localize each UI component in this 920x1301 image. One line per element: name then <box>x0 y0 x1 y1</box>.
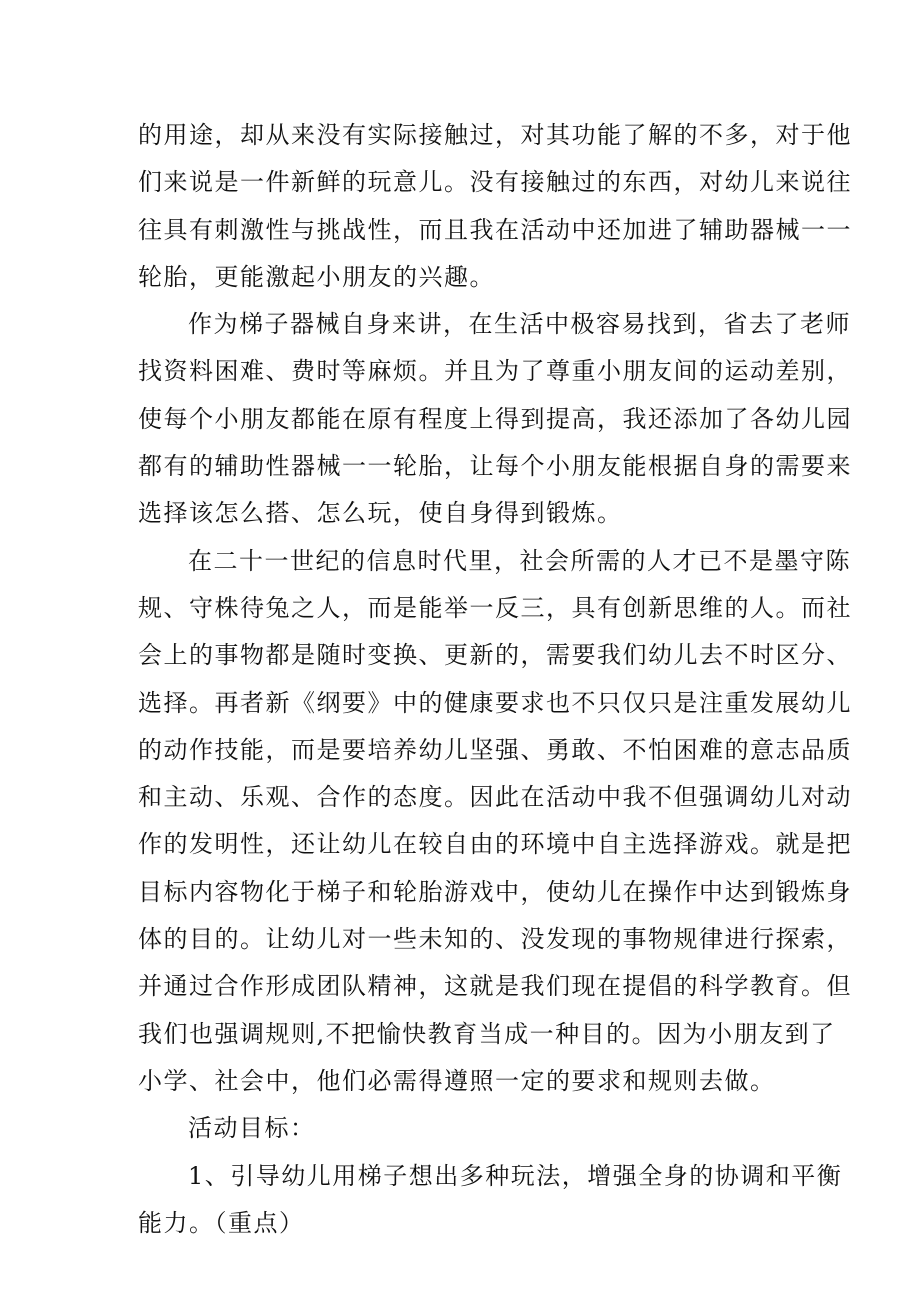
text-line: 轮胎，更能激起小朋友的兴趣。 <box>138 262 495 291</box>
text-line: 会上的事物都是随时变换、更新的，需要我们幼儿去不时区分、 <box>138 641 852 670</box>
text-line: 我们也强调规则,不把愉快教育当成一种目的。因为小朋友到了 <box>138 1019 836 1048</box>
text-line: 规、守株待兔之人，而是能举一反三，具有创新思维的人。而社 <box>138 593 852 622</box>
text-line: 使每个小朋友都能在原有程度上得到提高，我还添加了各幼儿园 <box>138 404 852 433</box>
text-line: 和主动、乐观、合作的态度。因此在活动中我不但强调幼儿对动 <box>138 783 852 812</box>
text-line: 目标内容物化于梯子和轮胎游戏中，使幼儿在操作中达到锻炼身 <box>138 877 852 906</box>
text-line: 往具有刺激性与挑战性，而且我在活动中还加进了辅助器械一一 <box>138 215 852 244</box>
text-line: 的用途，却从来没有实际接触过，对其功能了解的不多，对于他 <box>138 121 852 149</box>
text-line: 并通过合作形成团队精神，这就是我们现在提倡的科学教育。但 <box>138 972 852 1001</box>
text-line: 的动作技能，而是要培养幼儿坚强、勇敢、不怕困难的意志品质 <box>138 735 852 764</box>
text-line: 都有的辅助性器械一一轮胎，让每个小朋友能根据自身的需要来 <box>138 452 852 481</box>
text-line: 找资料困难、费时等麻烦。并且为了尊重小朋友间的运动差别， <box>138 357 852 386</box>
text-line: 能力。（重点） <box>138 1208 305 1237</box>
text-line: 选择该怎么搭、怎么玩，使自身得到锻炼。 <box>138 499 623 528</box>
paragraph-start-line: 在二十一世纪的信息时代里，社会所需的人才已不是墨守陈 <box>188 546 851 575</box>
text-line: 小学、社会中，他们必需得遵照一定的要求和规则去做。 <box>138 1066 776 1095</box>
text-line: 们来说是一件新鲜的玩意儿。没有接触过的东西，对幼儿来说往 <box>138 168 852 197</box>
goal-item-1: 1、引导幼儿用梯子想出多种玩法，增强全身的协调和平衡 <box>188 1161 843 1190</box>
text-line: 作的发明性，还让幼儿在较自由的环境中自主选择游戏。就是把 <box>138 830 852 859</box>
body-text <box>138 112 852 1247</box>
text-line: 体的目的。让幼儿对一些未知的、没发现的事物规律进行探索， <box>138 925 852 954</box>
text-line: 选择。再者新《纲要》中的健康要求也不只仅只是注重发展幼儿 <box>138 688 852 717</box>
paragraph-start-line: 作为梯子器械自身来讲，在生活中极容易找到，省去了老师 <box>188 310 851 339</box>
section-heading-activity-goals: 活动目标： <box>188 1114 316 1143</box>
